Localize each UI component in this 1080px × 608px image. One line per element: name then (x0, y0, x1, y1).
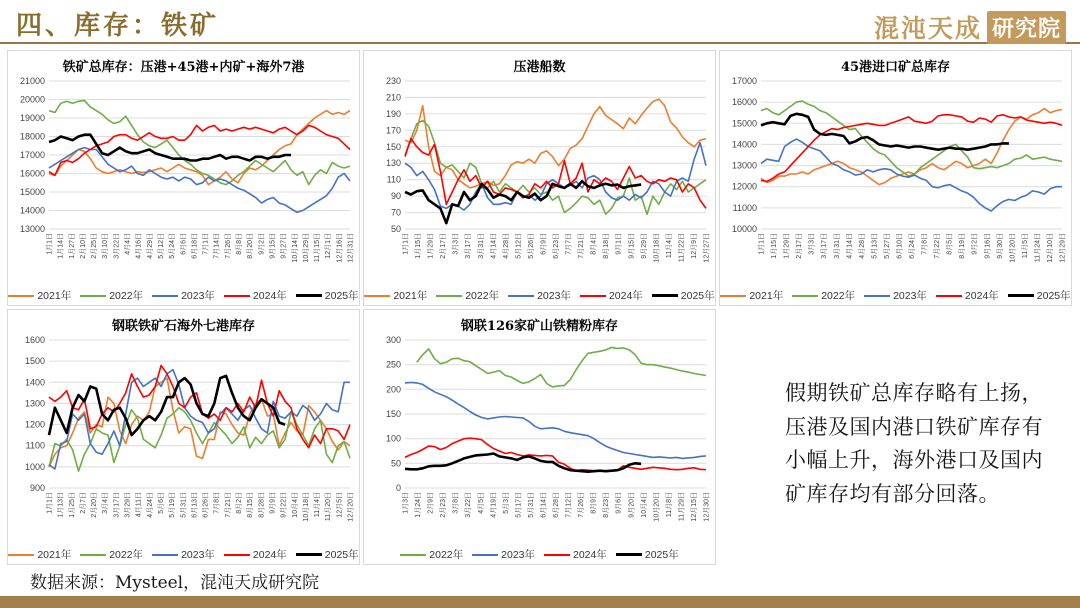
svg-text:110: 110 (386, 174, 401, 185)
legend-label: 2021年 (749, 290, 784, 302)
series-line-2022年 (405, 121, 706, 215)
series-line-2024年 (49, 125, 350, 175)
svg-text:6月6日: 6月6日 (180, 233, 188, 255)
svg-text:16000: 16000 (731, 97, 757, 108)
legend-item (8, 547, 71, 562)
svg-text:1月29日: 1月29日 (783, 233, 791, 259)
svg-text:15000: 15000 (731, 118, 757, 129)
chart-legend (364, 288, 714, 303)
svg-text:3月10日: 3月10日 (102, 233, 110, 259)
series-line-2022年 (417, 347, 706, 387)
legend-item (8, 288, 71, 303)
svg-text:5月26日: 5月26日 (527, 233, 535, 259)
svg-text:7月21日: 7月21日 (578, 233, 586, 259)
legend-item (652, 288, 715, 303)
svg-text:6月23日: 6月23日 (553, 233, 560, 259)
svg-text:8月8日: 8月8日 (236, 233, 243, 255)
chart-legend (400, 547, 678, 562)
series-line-2023年 (49, 370, 350, 469)
svg-text:11月4日: 11月4日 (665, 233, 673, 259)
svg-text:16000: 16000 (19, 168, 45, 179)
svg-text:7月14日: 7月14日 (213, 233, 221, 259)
svg-text:7月7日: 7月7日 (565, 233, 573, 255)
legend-item (152, 547, 215, 562)
svg-text:0: 0 (395, 483, 401, 493)
legend-label: 2025年 (1036, 290, 1071, 302)
svg-text:11月20日: 11月20日 (325, 492, 333, 522)
svg-text:4月11日: 4月11日 (135, 492, 143, 518)
legend-item (400, 547, 463, 562)
svg-text:9月27日: 9月27日 (280, 233, 288, 259)
legend-item (224, 288, 287, 303)
svg-text:8月5日: 8月5日 (946, 233, 954, 255)
svg-text:10月4日: 10月4日 (291, 492, 299, 518)
svg-text:6月24日: 6月24日 (909, 233, 916, 259)
logo-brand-text: 混沌天成 (873, 14, 982, 43)
svg-text:10月18日: 10月18日 (302, 492, 310, 522)
footer-bar (0, 596, 1080, 608)
svg-text:11月24日: 11月24日 (1034, 233, 1042, 263)
svg-text:9月16日: 9月16日 (984, 233, 992, 259)
svg-text:3月17日: 3月17日 (821, 233, 829, 259)
chart-canvas (11, 73, 356, 285)
svg-text:130: 130 (385, 158, 401, 169)
svg-text:6月13日: 6月13日 (191, 492, 199, 518)
chart-panel-total-inventory (7, 50, 360, 306)
svg-text:5月27日: 5月27日 (883, 233, 891, 259)
svg-text:8月15日: 8月15日 (247, 492, 255, 518)
svg-text:7月21日: 7月21日 (224, 492, 232, 518)
svg-text:12月5日: 12月5日 (336, 492, 344, 518)
svg-text:300: 300 (385, 335, 401, 345)
svg-text:1300: 1300 (24, 398, 45, 409)
legend-item (508, 288, 571, 303)
legend-label: 2025年 (324, 549, 359, 561)
svg-text:5月12日: 5月12日 (158, 233, 165, 259)
legend-swatch (544, 554, 570, 556)
svg-text:11月22日: 11月22日 (678, 233, 686, 263)
legend-item (472, 547, 535, 562)
svg-text:9月9日: 9月9日 (269, 492, 277, 514)
legend-label: 2022年 (109, 549, 144, 561)
svg-text:12月20日: 12月20日 (347, 492, 355, 522)
svg-text:12月9日: 12月9日 (691, 233, 698, 259)
legend-swatch (152, 295, 178, 297)
svg-text:11月4日: 11月4日 (314, 492, 322, 518)
legend-swatch (152, 554, 178, 556)
chart-panel-ships-at-port (363, 50, 716, 306)
svg-text:1月15日: 1月15日 (415, 233, 422, 259)
svg-text:50: 50 (390, 458, 401, 469)
legend-label: 2021年 (37, 549, 72, 561)
svg-text:8月2日: 8月2日 (236, 492, 243, 514)
chart-legend (720, 288, 1070, 303)
legend-swatch (580, 295, 606, 297)
svg-text:1月15日: 1月15日 (771, 233, 778, 259)
svg-text:90: 90 (390, 191, 401, 202)
svg-text:4月14日: 4月14日 (846, 233, 854, 259)
legend-swatch (472, 554, 498, 556)
legend-item (720, 288, 783, 303)
svg-text:8月18日: 8月18日 (603, 233, 611, 259)
chart-canvas (11, 332, 356, 544)
svg-text:200: 200 (385, 384, 401, 395)
svg-text:8月28日: 8月28日 (258, 492, 266, 518)
series-line-2021年 (49, 378, 350, 467)
svg-text:7月12日: 7月12日 (565, 492, 573, 518)
svg-text:3月31日: 3月31日 (477, 233, 485, 259)
legend-swatch (720, 295, 746, 297)
chart-area (367, 73, 712, 290)
svg-text:7月22日: 7月22日 (934, 233, 942, 259)
svg-text:9月22日: 9月22日 (280, 492, 288, 518)
legend-label: 2025年 (324, 290, 359, 302)
series-line-2025年 (405, 454, 641, 472)
legend-swatch (364, 295, 390, 297)
x-axis-labels (402, 233, 711, 263)
svg-text:5月17日: 5月17日 (515, 492, 523, 518)
svg-text:9月15日: 9月15日 (628, 233, 636, 259)
svg-text:7月8日: 7月8日 (213, 492, 221, 514)
svg-text:7月26日: 7月26日 (578, 492, 586, 518)
svg-text:5月19日: 5月19日 (169, 492, 177, 518)
svg-text:2月17日: 2月17日 (796, 233, 804, 259)
svg-text:12000: 12000 (731, 181, 757, 192)
legend-item (80, 547, 143, 562)
svg-text:9月2日: 9月2日 (258, 233, 266, 255)
chart-panel-126-mines-concentrate (363, 309, 716, 565)
legend-item (224, 547, 287, 562)
legend-item (1008, 288, 1071, 303)
svg-text:1月1日: 1月1日 (46, 492, 54, 514)
svg-text:5月6日: 5月6日 (158, 492, 165, 514)
legend-item (296, 288, 359, 303)
svg-text:3月4日: 3月4日 (102, 492, 110, 514)
chart-title: 钢联铁矿石海外七港库存 (111, 319, 255, 334)
legend-label: 2022年 (429, 549, 464, 561)
series-line-2022年 (761, 101, 1062, 176)
svg-text:10月14日: 10月14日 (291, 233, 299, 263)
gridlines-and-yticks (25, 335, 350, 493)
svg-text:7月8日: 7月8日 (921, 233, 929, 255)
chart-canvas (723, 73, 1068, 285)
legend-swatch (80, 295, 106, 297)
data-source-note: 数据来源：Mysteel，混沌天成研究院 (30, 573, 320, 593)
svg-text:230: 230 (385, 76, 401, 86)
legend-label: 2025年 (680, 290, 715, 302)
chart-area (11, 73, 356, 290)
svg-text:6月9日: 6月9日 (540, 233, 548, 255)
svg-text:9月20日: 9月20日 (628, 492, 636, 518)
svg-text:210: 210 (385, 92, 401, 103)
svg-text:5月13日: 5月13日 (871, 233, 879, 259)
chart-canvas (367, 332, 712, 544)
svg-text:14000: 14000 (731, 139, 757, 150)
legend-swatch (296, 553, 322, 556)
legend-swatch (652, 294, 678, 297)
svg-text:3月17日: 3月17日 (465, 233, 473, 259)
svg-text:6月26日: 6月26日 (202, 492, 210, 518)
svg-text:1月29日: 1月29日 (427, 233, 435, 259)
chart-title: 45港进口矿总库存 (840, 60, 951, 75)
legend-item (864, 288, 927, 303)
legend-swatch (436, 295, 462, 297)
series-line-2023年 (49, 148, 350, 213)
svg-text:12月1日: 12月1日 (325, 233, 333, 259)
legend-swatch (864, 295, 890, 297)
svg-text:1600: 1600 (24, 335, 45, 345)
series-line-2025年 (405, 181, 641, 223)
svg-text:9月29日: 9月29日 (640, 233, 648, 259)
legend-swatch (8, 554, 34, 556)
legend-swatch (80, 554, 106, 556)
svg-text:1000: 1000 (24, 461, 45, 472)
legend-swatch (296, 294, 322, 297)
svg-text:13000: 13000 (731, 160, 757, 171)
svg-text:9月1日: 9月1日 (615, 233, 623, 255)
series-line-2024年 (405, 438, 706, 471)
svg-text:13000: 13000 (19, 224, 45, 234)
svg-text:1200: 1200 (24, 419, 45, 430)
charts-grid (0, 44, 1080, 565)
svg-text:3月22日: 3月22日 (113, 233, 121, 259)
svg-text:9月30日: 9月30日 (996, 233, 1004, 259)
svg-text:12月27日: 12月27日 (703, 233, 711, 263)
legend-label: 2023年 (893, 290, 927, 302)
svg-text:70: 70 (390, 207, 401, 218)
svg-text:9月15日: 9月15日 (269, 233, 277, 259)
svg-text:4月19日: 4月19日 (490, 492, 498, 518)
legend-swatch (792, 295, 818, 297)
company-logo (874, 9, 1066, 45)
legend-label: 2025年 (644, 549, 679, 561)
svg-text:3月3日: 3月3日 (808, 233, 816, 255)
svg-text:1月14日: 1月14日 (57, 233, 65, 259)
svg-text:3月22日: 3月22日 (465, 492, 473, 518)
svg-text:100: 100 (385, 433, 401, 444)
legend-label: 2022年 (821, 290, 856, 302)
svg-text:4月4日: 4月4日 (124, 233, 132, 255)
svg-text:3月3日: 3月3日 (452, 233, 460, 255)
svg-text:12月31日: 12月31日 (347, 233, 355, 263)
legend-item (544, 547, 607, 562)
svg-text:14000: 14000 (19, 205, 45, 216)
legend-item (80, 288, 143, 303)
svg-text:21000: 21000 (19, 76, 45, 86)
legend-label: 2024年 (964, 290, 999, 302)
commentary-text: 假期铁矿总库存略有上扬，压港及国内港口铁矿库存有小幅上升，海外港口及国内矿库存均有部分回落。 (785, 381, 1043, 506)
legend-item (580, 288, 643, 303)
svg-text:12月15日: 12月15日 (691, 492, 698, 522)
legend-swatch (400, 554, 426, 556)
svg-text:2月9日: 2月9日 (427, 492, 435, 514)
svg-text:1月27日: 1月27日 (68, 233, 76, 259)
svg-text:8月19日: 8月19日 (959, 233, 967, 259)
svg-text:15000: 15000 (19, 187, 45, 197)
svg-text:7月1日: 7月1日 (202, 233, 210, 255)
svg-text:8月4日: 8月4日 (590, 233, 598, 255)
x-axis-labels (46, 233, 355, 263)
svg-text:11月5日: 11月5日 (1021, 233, 1029, 259)
legend-item (296, 547, 359, 562)
legend-swatch (508, 295, 534, 297)
legend-item (616, 547, 679, 562)
svg-text:190: 190 (385, 108, 401, 119)
legend-label: 2023年 (501, 549, 535, 561)
svg-text:19000: 19000 (19, 113, 45, 123)
x-axis-labels (402, 492, 711, 522)
svg-text:1100: 1100 (25, 440, 45, 451)
legend-item (364, 288, 427, 303)
svg-text:5月31日: 5月31日 (180, 492, 188, 518)
svg-text:1月24日: 1月24日 (415, 492, 422, 518)
chart-title: 铁矿总库存：压港+45港+内矿+海外7港 (62, 60, 305, 75)
legend-label: 2021年 (393, 290, 428, 302)
svg-text:4月14日: 4月14日 (490, 233, 498, 259)
svg-text:2月23日: 2月23日 (440, 492, 448, 518)
legend-label: 2023年 (181, 549, 215, 561)
legend-swatch (8, 295, 34, 297)
legend-label: 2023年 (181, 290, 215, 302)
svg-text:6月10日: 6月10日 (896, 233, 904, 259)
svg-text:7月26日: 7月26日 (224, 233, 232, 259)
svg-text:3月29日: 3月29日 (124, 492, 132, 518)
svg-text:10月29日: 10月29日 (302, 233, 310, 263)
svg-text:1月1日: 1月1日 (758, 233, 766, 255)
svg-text:11月15日: 11月15日 (314, 233, 322, 263)
legend-label: 2023年 (537, 290, 571, 302)
svg-text:170: 170 (385, 125, 401, 136)
svg-text:8月23日: 8月23日 (603, 492, 611, 518)
svg-text:5月12日: 5月12日 (515, 233, 523, 259)
svg-text:2月10日: 2月10日 (79, 233, 87, 259)
legend-label: 2024年 (608, 290, 643, 302)
legend-item (936, 288, 999, 303)
svg-text:6月28日: 6月28日 (553, 492, 560, 518)
svg-text:250: 250 (385, 359, 401, 370)
svg-text:12月16日: 12月16日 (336, 233, 344, 263)
svg-text:150: 150 (385, 409, 401, 419)
legend-swatch (224, 554, 250, 556)
svg-text:11月29日: 11月29日 (678, 492, 686, 522)
svg-text:3月31日: 3月31日 (833, 233, 841, 259)
chart-area (11, 332, 356, 549)
svg-text:900: 900 (29, 483, 45, 493)
svg-text:4月29日: 4月29日 (146, 233, 154, 259)
svg-text:1月1日: 1月1日 (402, 233, 410, 255)
svg-text:1月3日: 1月3日 (402, 492, 410, 514)
svg-text:2月7日: 2月7日 (79, 492, 87, 514)
svg-text:50: 50 (390, 224, 401, 234)
legend-swatch (616, 553, 642, 556)
legend-item (792, 288, 855, 303)
svg-text:4月28日: 4月28日 (858, 233, 866, 259)
chart-panel-overseas-seven-ports (7, 309, 360, 565)
legend-item (152, 288, 215, 303)
svg-text:8月9日: 8月9日 (590, 492, 598, 514)
svg-text:1500: 1500 (24, 356, 45, 367)
svg-text:10000: 10000 (731, 224, 757, 234)
legend-label: 2022年 (465, 290, 500, 302)
svg-text:20000: 20000 (19, 94, 45, 105)
legend-swatch (1008, 294, 1034, 297)
legend-label: 2024年 (252, 290, 287, 302)
svg-text:11月8日: 11月8日 (665, 492, 673, 518)
svg-text:5月24日: 5月24日 (169, 233, 177, 259)
svg-text:10月4日: 10月4日 (640, 492, 648, 518)
svg-text:1月25日: 1月25日 (68, 492, 76, 518)
svg-text:4月28日: 4月28日 (502, 233, 510, 259)
chart-legend (8, 547, 358, 562)
svg-text:17000: 17000 (731, 76, 757, 86)
legend-label: 2024年 (573, 549, 607, 561)
logo-badge-text: 研究院 (987, 11, 1066, 44)
legend-item (436, 288, 499, 303)
svg-text:18000: 18000 (19, 131, 45, 142)
svg-text:150: 150 (385, 141, 401, 152)
svg-text:4月24日: 4月24日 (146, 492, 154, 518)
svg-text:2月17日: 2月17日 (440, 233, 448, 259)
chart-panel-45-ports-imported (719, 50, 1072, 306)
svg-text:1400: 1400 (24, 377, 45, 388)
chart-title: 钢联126家矿山铁精粉库存 (460, 319, 619, 334)
svg-text:3月8日: 3月8日 (452, 492, 460, 514)
svg-text:4月16日: 4月16日 (135, 233, 143, 259)
svg-text:10月20日: 10月20日 (1009, 233, 1017, 263)
svg-text:2月20日: 2月20日 (91, 492, 99, 518)
series-line-2023年 (405, 382, 706, 458)
svg-text:5月3日: 5月3日 (502, 492, 510, 514)
page-header (0, 0, 1080, 42)
svg-text:1月13日: 1月13日 (57, 492, 65, 518)
svg-text:17000: 17000 (19, 150, 45, 160)
legend-swatch (936, 295, 962, 297)
svg-text:10月18日: 10月18日 (653, 233, 661, 263)
legend-label: 2021年 (37, 290, 72, 302)
svg-text:1月1日: 1月1日 (46, 233, 54, 255)
svg-text:8月20日: 8月20日 (247, 233, 255, 259)
svg-text:9月6日: 9月6日 (615, 492, 623, 514)
chart-area (367, 332, 712, 549)
legend-swatch (224, 295, 250, 297)
x-axis-labels (46, 492, 355, 522)
svg-text:6月14日: 6月14日 (540, 492, 548, 518)
x-axis-labels (758, 233, 1067, 263)
series-line-2022年 (49, 408, 350, 471)
chart-area (723, 73, 1068, 290)
svg-text:11000: 11000 (732, 202, 757, 213)
svg-text:6月18日: 6月18日 (191, 233, 199, 259)
legend-label: 2024年 (252, 549, 287, 561)
series-line-2021年 (405, 99, 706, 188)
svg-text:2月25日: 2月25日 (91, 233, 99, 259)
page-title: 四、库存：铁矿 (16, 11, 220, 41)
svg-text:9月2日: 9月2日 (971, 233, 979, 255)
svg-text:12月10日: 12月10日 (1047, 233, 1054, 263)
svg-text:12月29日: 12月29日 (1059, 233, 1067, 263)
chart-legend (8, 288, 358, 303)
svg-text:3月17日: 3月17日 (113, 492, 121, 518)
chart-canvas (367, 73, 712, 285)
svg-text:4月5日: 4月5日 (477, 492, 485, 514)
svg-text:12月30日: 12月30日 (703, 492, 711, 522)
chart-title: 压港船数 (513, 60, 566, 75)
svg-text:5月31日: 5月31日 (527, 492, 535, 518)
legend-label: 2022年 (109, 290, 144, 302)
svg-text:10月20日: 10月20日 (653, 492, 661, 522)
